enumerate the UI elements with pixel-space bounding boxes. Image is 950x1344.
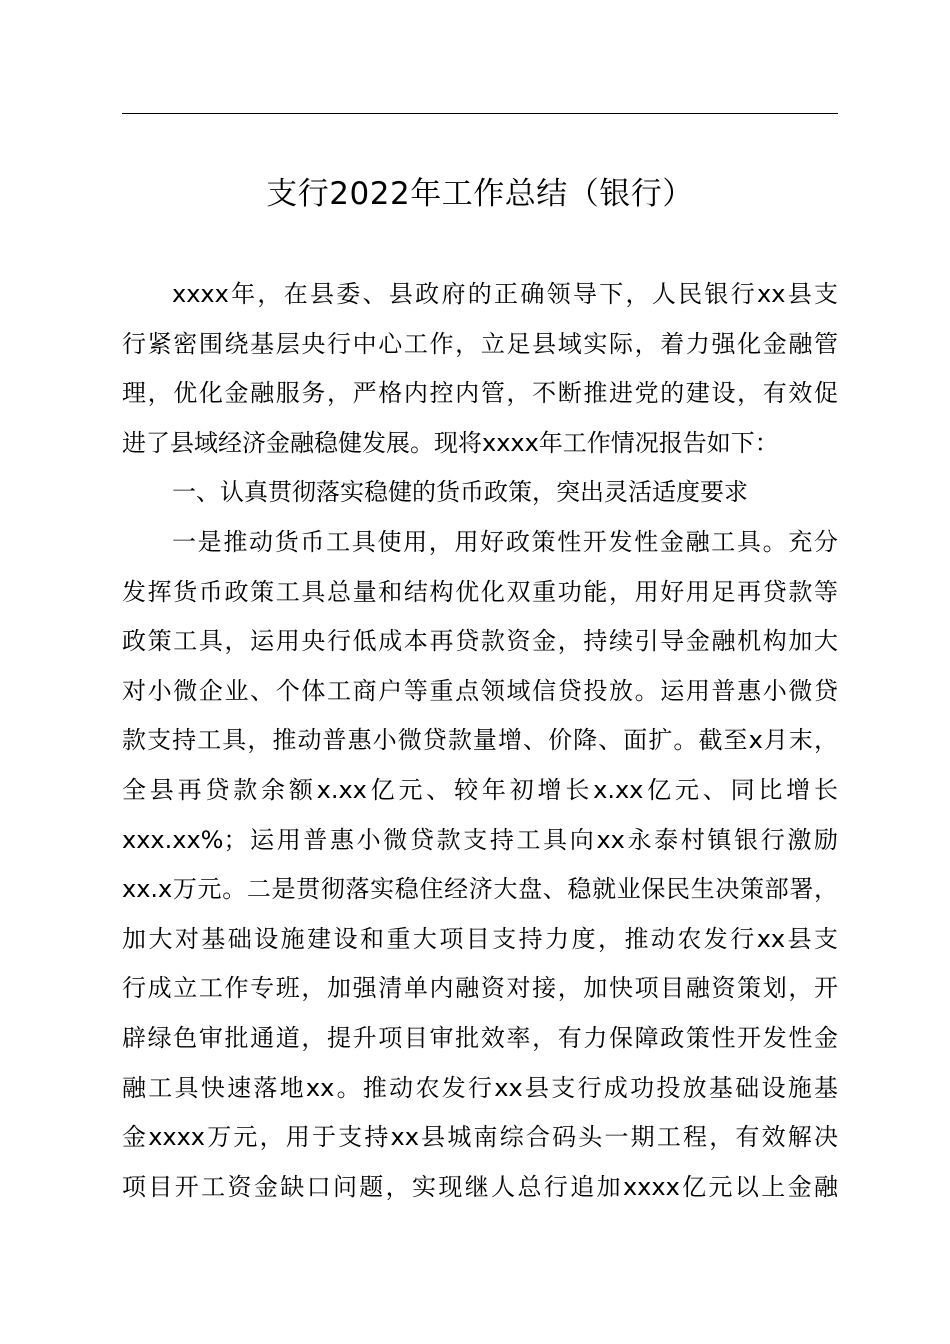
paragraph-line: 全县再贷款余额x.xx亿元、较年初增长x.xx亿元、同比增长 <box>122 775 838 804</box>
document-title: 支行2022年工作总结（银行） <box>266 176 694 212</box>
paragraph-line: 辟绿色审批通道，提升项目审批效率，有力保障政策性开发性金 <box>122 1023 838 1052</box>
paragraph-line: xxx.xx%；运用普惠小微贷款支持工具向xx永泰村镇银行激励 <box>122 825 838 854</box>
paragraph-line: 一是推动货币工具使用，用好政策性开发性金融工具。充分 <box>172 527 838 556</box>
paragraph-line: 金xxxx万元，用于支持xx县城南综合码头一期工程，有效解决 <box>122 1123 838 1152</box>
paragraph-line: 融工具快速落地xx。推动农发行xx县支行成功投放基础设施基 <box>122 1073 838 1102</box>
paragraph-line: 发挥货币政策工具总量和结构优化双重功能，用好用足再贷款等 <box>122 577 838 606</box>
paragraph-line: 行紧密围绕基层央行中心工作，立足县域实际，着力强化金融管 <box>122 329 838 358</box>
paragraph-line: 款支持工具，推动普惠小微贷款量增、价降、面扩。截至x月末， <box>122 726 838 755</box>
paragraph-line: 对小微企业、个体工商户等重点领域信贷投放。运用普惠小微贷 <box>122 676 838 705</box>
paragraph-line: xxxx年，在县委、县政府的正确领导下，人民银行xx县支 <box>172 280 838 308</box>
paragraph-line: xx.x万元。二是贯彻落实稳住经济大盘、稳就业保民生决策部署， <box>122 875 838 904</box>
paragraph-line: 理，优化金融服务，严格内控内管，不断推进党的建设，有效促 <box>122 379 838 408</box>
paragraph-line: 加大对基础设施建设和重大项目支持力度，推动农发行xx县支 <box>122 924 838 953</box>
paragraph-line: 项目开工资金缺口问题，实现继人总行追加xxxx亿元以上金融 <box>122 1172 838 1201</box>
document-body <box>122 270 838 1212</box>
section-heading: 一、认真贯彻落实稳健的货币政策，突出灵活适度要求 <box>172 478 748 507</box>
paragraph-line: 行成立工作专班，加强清单内融资对接，加快项目融资策划，开 <box>122 974 838 1003</box>
paragraph-line: 政策工具，运用央行低成本再贷款资金，持续引导金融机构加大 <box>122 627 838 656</box>
paragraph-line: 进了县域经济金融稳健发展。现将xxxx年工作情况报告如下： <box>122 428 779 457</box>
header-rule <box>122 113 838 114</box>
